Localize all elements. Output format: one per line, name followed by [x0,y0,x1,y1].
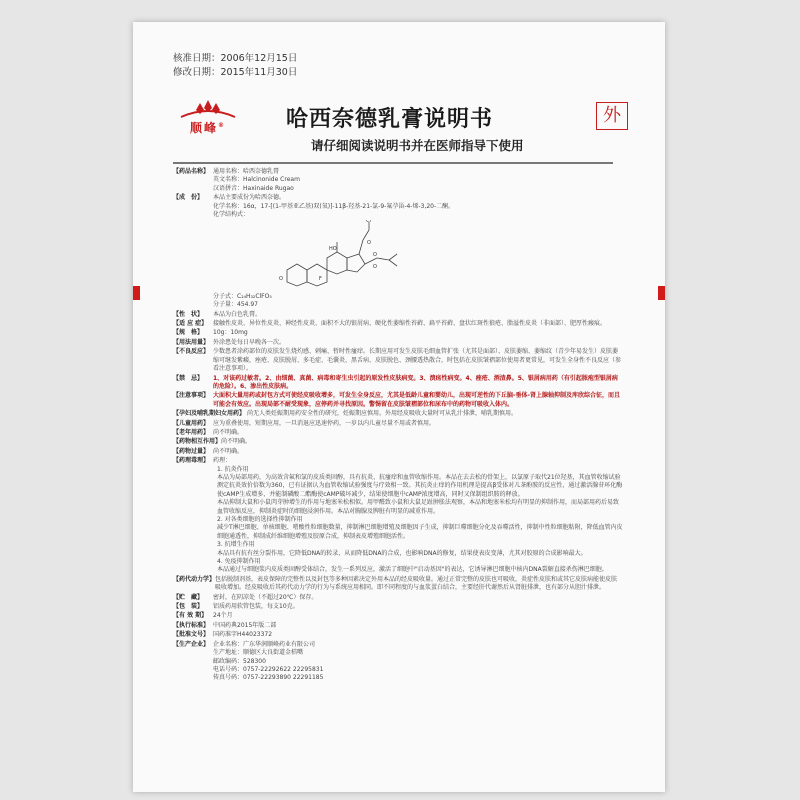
postal-code: 邮政编码：528300 [213,657,266,665]
pharmacology-paragraph: 本品为局部用药，为高效含氟和氯的皮质类固醇，具有抗炎、抗瘙痒和血管收缩作用。本品在去去松的骨架上，以氯原子取代21位羟基，其血管收缩试验测定抗炎效价倍数为360，已有证据认为血管收缩试验强度与疗效相一致。其抗炎止痒的作用机理是提高β受体对儿茶酚胺的反应性，通过激活腺苷环化酶使cAMP生成增多，并能制磷酸二酯酶使cAMP破坏减少，结果使细胞中cAMP浓度增高，同时又保制组织胺的释放。 [217,473,623,498]
chemical-name: 化学名称：16α，17-[(1-甲基亚乙基)双(氧)]-11β-羟基-21-氯-9-氟孕甾-4-烯-3,20-二酮。 [213,202,455,210]
generic-name: 通用名称：哈西奈德乳膏 [213,168,280,175]
svg-text:Cl: Cl [366,220,371,225]
section-approval-number [173,631,623,639]
brand-logo [173,99,243,135]
section-pharmacokinetics [173,576,623,593]
section-label: 【药品名称】 [173,168,210,175]
svg-text:O: O [373,264,377,271]
section-text: 24个月 [213,612,233,620]
section-indications [173,320,623,328]
section-label: 【用法用量】 [173,338,210,346]
section-label: 【批准文号】 [173,631,210,639]
pharmacology-heading: 1. 抗炎作用 [217,465,249,473]
section-text: 尚不明确。 [213,428,244,436]
section-label: 【药物过量】 [173,447,210,455]
section-label: 【生产企业】 [173,640,210,648]
section-pediatric [173,420,623,428]
section-label: 【孕妇及哺乳期妇女用药】 [173,410,246,418]
section-text: 本品为白色乳膏。 [213,310,262,318]
molecular-formula: 分子式：C₂₄H₃₂ClFO₅ [213,292,272,300]
leaflet-sheet [133,22,665,792]
section-label: 【规 格】 [173,329,204,337]
dates-block [173,52,297,80]
section-contraindications [173,375,623,392]
section-label: 【包 装】 [173,603,204,611]
section-label: 【注意事项】 [173,392,210,400]
pharmacology-heading: 4. 免疫抑制作用 [217,558,261,566]
section-text: 尚不明确。 [213,447,244,455]
section-label: 【适 应 症】 [173,320,208,328]
section-text: 少数患者涂药部位的皮肤发生烧灼感、刺痛、暂时性瘙痒。长期应用可发生皮肤毛细血管扩张（尤其是面部）、皮肤萎缩、萎缩纹（青少年易发生）皮肤萎缩可继发紫癜，痤疮、皮肤脱屑、多毛症、毛囊炎、黑舌病、皮肤脱色、颈腰透热散合，时包括在皮肤皱褶部位使用者更常见，可发生全身性不良反应（参看注意事项）。 [213,348,622,373]
section-dosage [173,339,623,347]
section-precautions [173,392,623,409]
leaflet-body [173,168,623,684]
section-manufacturer [173,641,623,683]
section-text: 国药准字H44023372 [213,631,273,639]
section-package [173,603,623,611]
title-divider [173,162,613,164]
section-adverse-reactions [173,348,623,373]
fax-number: 传真号码：0757-22293890 22291185 [213,674,324,682]
approval-date: 核准日期：2006年12月15日 [173,53,298,64]
otc-badge: 外 [596,102,628,130]
page-subtitle: 请仔细阅读说明书并在医师指导下使用 [311,138,524,153]
section-text: 尚不明确。 [221,438,252,446]
main-ingredient: 本品主要成份为哈西奈德。 [213,194,286,202]
section-label: 【药物相互作用】 [173,438,222,446]
section-specification [173,329,623,337]
section-label: 【药代动力学】 [173,575,216,583]
section-overdose [173,448,623,456]
section-label: 【性 状】 [173,310,204,318]
section-text: 1、对该药过敏者。2、由细菌、真菌、病毒和寄生虫引起的原发性皮肤病变。3、溃疡性病变。4、痤疮、酒渣鼻。5、银屑病用药（有引起脓疱型银屑病的危险）。6、渗出性皮肤病。 [213,374,618,390]
svg-text:HO: HO [329,246,337,253]
pharmacology-paragraph: 本品抑制大鼠和小鼠肉芽肿增生的作用与地塞米松相似。用甲醛致小鼠和大鼠足趾肿胀法观察，本品和地塞米松均有明显的抑制作用，而局部用药后易致血管收缩反应，抑制炎症时的细胞浸润作用。本品对胸腺及脾脏有明显的减重作用。 [217,499,620,515]
pharmacology-intro: 药理： [213,457,232,465]
svg-text:O: O [367,240,371,247]
section-label: 【有 效 期】 [173,612,208,620]
structure-caption: 化学结构式： [213,211,250,219]
pharmacology-paragraph: 本品具有抗有丝分裂作用，它降低DNA的转录，从而降低DNA的合成，也影响DNA的修复，结果使表皮变薄，尤其对胶原的合成影响最大。 [217,549,587,557]
pinyin-name: 汉语拼音：Haxinaide Rugao [213,184,294,192]
section-interactions [173,438,623,446]
company-address: 生产地址：顺德区大良街道金桔嘴 [213,649,304,657]
section-label: 【不良反应】 [173,348,210,356]
section-storage [173,594,623,602]
section-label: 【贮 藏】 [173,593,204,601]
pharmacology-heading: 3. 抗增生作用 [217,541,255,549]
company-name: 企业名称：广东华润顺峰药业有限公司 [213,640,316,648]
pharmacology-paragraph: 本品通过与细胞浆内皮质类固醇受体结合，发生一系列反应，激活了细胞中"启动基因"的表达，它诱导淋巴细胞中核内DNA裂解直接杀伤淋巴细胞。 [217,566,608,574]
section-pregnancy [173,410,623,418]
section-text: 中国药典2015年版二部 [213,621,277,629]
section-pharmacology [173,457,623,575]
brand-name: 顺峰® [189,121,226,135]
pharmacology-paragraph: 减少T淋巴细胞、单核细胞、嗜酸性粒细胞数量，抑制淋巴细胞增殖及细胞因子生成，抑制巨噬细胞分化及吞噬活性，抑制中性粒细胞粘附，降低血管内皮细胞通透性，抑制成纤维细胞增殖及胶原合成，抑制表皮增殖细胞活性。 [217,524,623,540]
section-label: 【成 份】 [173,194,204,202]
section-label: 【执行标准】 [173,621,210,629]
section-text: 铝质药用软管包装，每支10克。 [213,603,299,611]
section-standard [173,622,623,630]
svg-text:F: F [319,276,322,283]
section-label: 【禁 忌】 [173,374,204,382]
section-text: 包括脱制剂基，表皮保障的完整性以及封包等多种因素决定外用本品的经皮吸收量。通过正常完整的皮肤也可吸收，炎症性皮肤和或其它皮肤病能使皮肤吸收增加。经皮吸收后其药代动力学的行为与系统应用相同。即不同程度的与血浆蛋白结合，主要经肝代谢然后从肾脏排泄，也有部分从胆汁排泄。 [215,575,618,592]
svg-text:O: O [279,276,283,283]
edge-mark-right [658,286,665,300]
section-composition [173,194,623,309]
chemical-structure-diagram [273,220,413,288]
section-geriatric [173,429,623,437]
section-label: 【老年用药】 [173,428,210,436]
section-label: 【儿童用药】 [173,419,210,427]
section-text: 【孕妇及哺乳期妇女用药】 尚无人类妊娠期用药安全性的研究，妊娠期应慎用。外用经皮吸收大量时可从乳汁排泄，哺乳期慎用。 [173,410,517,418]
section-text: 接触性皮炎、异位性皮炎、神经性皮炎、面积不大的银屑病、硬化性萎缩性苔藓、扁平苔藓、盘状红斑性狼疮、脂溢性皮炎（非面部）、肥厚性瘢痕。 [213,320,607,328]
section-text: 外涂患处每日早晚各一次。 [213,338,286,346]
page-title: 哈西奈德乳膏说明书 [286,107,494,132]
section-validity [173,612,623,620]
section-description [173,311,623,319]
svg-text:O: O [373,252,377,259]
brand-mark-icon [179,99,237,121]
section-label: 【药理毒理】 [173,457,210,465]
molecular-weight: 分子量：454.97 [213,301,258,309]
section-text: 10g：10mg [213,329,248,337]
phone-number: 电话号码：0757-22292622 22295831 [213,665,324,673]
edge-mark-left [133,286,140,300]
section-text: 大面积大量用药或封包方式可使经皮吸收增多，可发生全身反应，尤其是低龄儿童和婴幼儿，出现可逆性的下丘脑-垂体-肾上腺轴抑制及库欣综合征，而且可能会有效应。出现局部不耐受现象，应停药并寻找原因。警惕留在皮肤皱褶部位和尿布中的药物可吸收入体内。 [213,392,620,408]
pharmacology-heading: 2. 对各类细胞的选择性抑制作用 [217,516,303,523]
section-text: 应为重叠使用，短期应用，一旦消退应迅速停药，一岁以内儿童尽量不用或者慎用。 [213,419,436,427]
section-drug-name [173,168,623,193]
english-name: 英文名称：Halcinonide Cream [213,176,300,184]
revision-date: 修改日期：2015年11月30日 [173,67,298,78]
section-text: 密封，在阴凉处（不超过20℃）保存。 [213,593,318,601]
